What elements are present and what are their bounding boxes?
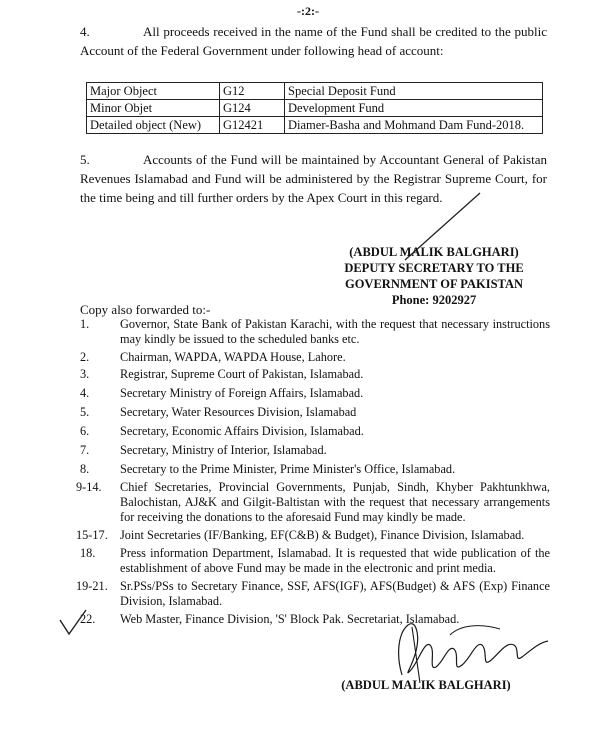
list-item-number: 6. — [80, 424, 90, 438]
signatory-title-line-2: GOVERNMENT OF PAKISTAN — [344, 277, 524, 291]
list-item-number: 8. — [80, 462, 90, 476]
list-item — [76, 480, 550, 525]
account-head-table — [86, 82, 543, 134]
paragraph-text: Accounts of the Fund will be maintained by Accountant General of Pakistan Revenues Islamabad and Fund will be administered by the Registrar Supreme Court, for the time being and till further orders by the Apex Court in this regard. — [80, 152, 547, 205]
list-item-text: Chairman, WAPDA, WAPDA House, Lahore. — [120, 350, 346, 364]
paragraph-text: All proceeds received in the name of the Fund shall be credited to the public Account of the Federal Government under following head of account: — [80, 24, 547, 58]
list-item — [80, 350, 550, 365]
list-item-number: 1. — [80, 317, 90, 331]
table-cell-code: G124 — [220, 100, 285, 117]
paragraph-number: 5. — [80, 152, 90, 167]
list-item-number: 15-17. — [76, 528, 108, 542]
table-cell-code: G12 — [220, 83, 285, 100]
table-cell-code: G12421 — [220, 117, 285, 134]
list-item — [80, 386, 550, 401]
copy-list — [76, 317, 550, 627]
list-item-text: Sr.PSs/PSs to Secretary Finance, SSF, AFS(IGF), AFS(Budget) & AFS (Exp) Finance Division, Islamabad. — [120, 579, 550, 608]
table-row — [87, 83, 543, 100]
page-number: -:2:- — [297, 4, 319, 18]
list-item-text: Joint Secretaries (IF/Banking, EF(C&B) & Budget), Finance Division, Islamabad. — [120, 528, 525, 542]
list-item-number: 3. — [80, 367, 90, 381]
list-item-text: Web Master, Finance Division, 'S' Block Pak. Secretariat, Islamabad. — [120, 612, 460, 626]
list-item-text: Secretary to the Prime Minister, Prime Minister's Office, Islamabad. — [120, 462, 456, 476]
bottom-signatory-name: (ABDUL MALIK BALGHARI) — [341, 678, 511, 692]
list-item-text: Secretary, Economic Affairs Division, Islamabad. — [120, 424, 364, 438]
list-item-number: 22. — [80, 612, 96, 626]
table-cell-label: Detailed object (New) — [87, 117, 220, 134]
list-item-text: Chief Secretaries, Provincial Governments, Punjab, Sindh, Khyber Pakhtunkhwa, Balochistan, AJ&K and Gilgit-Baltistan with the request that necessary arrangements for receiving the donations to the aforesaid Fund may kindly be made. — [120, 480, 550, 524]
table-row — [87, 117, 543, 134]
list-item-text: Registrar, Supreme Court of Pakistan, Islamabad. — [120, 367, 364, 381]
list-item-number: 18. — [80, 546, 96, 560]
table-cell-label: Minor Objet — [87, 100, 220, 117]
list-item — [80, 462, 550, 477]
table-cell-name: Diamer-Basha and Mohmand Dam Fund-2018. — [285, 117, 543, 134]
list-item — [76, 528, 550, 543]
check-mark — [58, 608, 88, 638]
list-item-number: 9-14. — [76, 480, 102, 494]
list-item-text: Secretary, Water Resources Division, Islamabad — [120, 405, 357, 419]
copy-heading: Copy also forwarded to:- — [80, 302, 211, 317]
signature-block — [316, 244, 552, 308]
list-item-number: 5. — [80, 405, 90, 419]
paragraph-4 — [80, 22, 547, 60]
list-item-text: Secretary, Ministry of Interior, Islamabad. — [120, 443, 327, 457]
list-item-number: 4. — [80, 386, 90, 400]
list-item — [80, 367, 550, 382]
signatory-title-line-1: DEPUTY SECRETARY TO THE — [344, 261, 524, 275]
list-item — [80, 443, 550, 458]
paragraph-number: 4. — [80, 24, 90, 39]
list-item-number: 19-21. — [76, 579, 108, 593]
list-item-text: Press information Department, Islamabad. It is requested that wide publication of the establishment of above Fund may be made in the electronic and print media. — [120, 546, 550, 575]
signatory-phone: Phone: 9202927 — [391, 293, 477, 307]
list-item — [80, 317, 550, 347]
list-item-text: Governor, State Bank of Pakistan Karachi, with the request that necessary instructions may kindly be issued to the scheduled banks etc. — [120, 317, 550, 346]
table-cell-label: Major Object — [87, 83, 220, 100]
list-item — [80, 546, 550, 576]
list-item — [76, 579, 550, 609]
list-item — [80, 405, 550, 420]
table-cell-name: Special Deposit Fund — [285, 83, 543, 100]
list-item-text: Secretary Ministry of Foreign Affairs, Islamabad. — [120, 386, 364, 400]
list-item — [80, 424, 550, 439]
signatory-name: (ABDUL MALIK BALGHARI) — [349, 245, 519, 259]
table-cell-name: Development Fund — [285, 100, 543, 117]
table-row — [87, 100, 543, 117]
list-item-number: 2. — [80, 350, 90, 364]
list-item-number: 7. — [80, 443, 90, 457]
